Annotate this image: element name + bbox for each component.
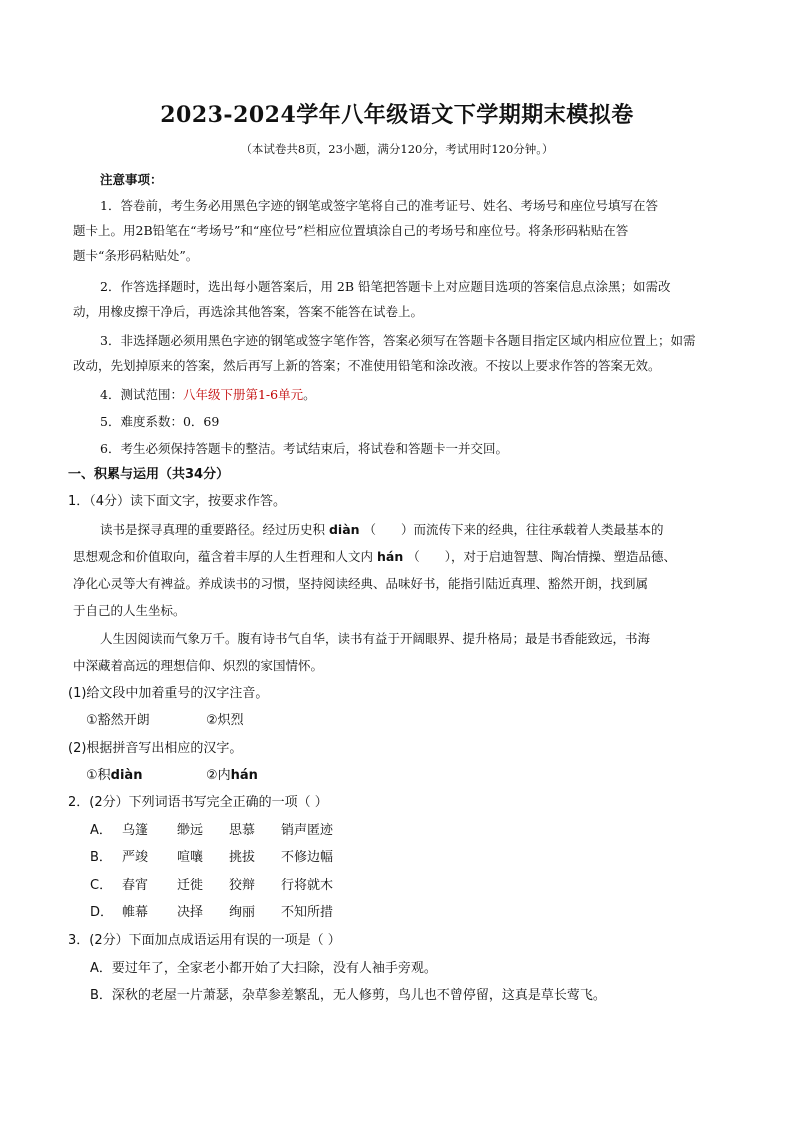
q1-passage2-line-1: 人生因阅读而气象万千。腹有诗书气自华，读书有益于开阔眼界、提升格局；最是书香能致远，书海 xyxy=(100,631,651,646)
q1-passage2-line-2: 中深藏着高远的理想信仰、炽烈的家国情怀。 xyxy=(73,658,324,673)
notice-item-3-line-1: 3．非选择题必须用黑色字迹的钢笔或签字笔作答，答案必须写在答题卡各题目指定区域内相应位置上；如需 xyxy=(100,333,696,348)
option-word: 迁徙 xyxy=(177,878,204,893)
pinyin-dian: diàn xyxy=(328,522,360,537)
option-letter: B． xyxy=(90,850,112,865)
option-word: 缈远 xyxy=(177,823,204,838)
question-2-stem: 2．(2分）下列词语书写完全正确的一项（ ） xyxy=(68,795,328,810)
option-word: 绚丽 xyxy=(229,905,256,920)
q1-text: （ ）而流传下来的经典，往往承载着人类最基本的 xyxy=(359,522,664,537)
q1-sub-2-item-a: ①积 xyxy=(86,768,111,783)
notice-item-5: 5．难度系数：0．69 xyxy=(100,414,220,429)
option-word: 决择 xyxy=(177,905,204,920)
option-letter: D． xyxy=(90,905,114,920)
notice-item-1-line-3: 题卡“条形码粘贴处”。 xyxy=(73,248,199,263)
q1-sub-2-items xyxy=(86,767,258,785)
pinyin-han: hán xyxy=(376,549,404,564)
option-word: 不知所措 xyxy=(281,905,334,920)
q1-sub-1-item-b: ②炽烈 xyxy=(206,713,244,728)
notice-item-2-line-2: 动，用橡皮擦干净后，再选涂其他答案，答案不能答在试卷上。 xyxy=(73,304,424,319)
option-word: 严竣 xyxy=(122,850,149,865)
notice-item-4 xyxy=(100,386,721,404)
question-1-stem: 1．（4分）读下面文字，按要求作答。 xyxy=(68,494,287,509)
question-3-stem: 3．(2分）下面加点成语运用有误的一项是（ ） xyxy=(68,933,341,948)
page-subtitle: （本试卷共8页，23小题，满分120分，考试用时120分钟。） xyxy=(240,142,554,156)
test-range: 八年级下册第1-6单元 xyxy=(182,387,304,402)
page-title: 2023-2024学年八年级语文下学期期末模拟卷 xyxy=(160,102,634,128)
pinyin-dian: diàn xyxy=(110,768,143,783)
option-word: 挑拔 xyxy=(229,850,256,865)
q2-option-a[interactable] xyxy=(90,822,333,840)
section-1-heading: 一、积累与运用（共34分） xyxy=(68,467,230,482)
q2-option-b[interactable] xyxy=(90,849,333,867)
notice-item-4-prefix: 4．测试范围： xyxy=(100,387,183,402)
option-word: 春宵 xyxy=(122,878,149,893)
notice-item-3-line-2: 改动，先划掉原来的答案，然后再写上新的答案；不准使用铅笔和涂改液。不按以上要求作答的答案无效。 xyxy=(73,358,661,373)
q1-text: （ ），对于启迪智慧、陶冶情操、塑造品德、 xyxy=(403,549,676,564)
q1-text: 读书是探寻真理的重要路径。经过历史积 xyxy=(100,522,329,537)
option-word: 销声匿迹 xyxy=(281,823,334,838)
q1-sub-1: (1)给文段中加着重号的汉字注音。 xyxy=(68,686,269,701)
notice-heading: 注意事项： xyxy=(100,172,163,187)
q1-passage-line-1 xyxy=(100,521,721,539)
q1-passage-line-2 xyxy=(73,548,721,566)
option-word: 思慕 xyxy=(229,823,256,838)
option-word: 乌篷 xyxy=(122,823,149,838)
option-word: 行将就木 xyxy=(281,878,334,893)
option-word: 不修边幅 xyxy=(281,850,334,865)
option-letter: C． xyxy=(90,878,113,893)
q2-option-c[interactable] xyxy=(90,877,333,895)
q1-sub-1-items xyxy=(86,712,244,730)
notice-item-1-line-2: 题卡上。用2B铅笔在“考场号”和“座位号”栏相应位置填涂自己的考场号和座位号。将条形码粘贴在答 xyxy=(73,223,629,238)
q1-text: 思想观念和价值取向，蕴含着丰厚的人生哲理和人文内 xyxy=(73,549,377,564)
q3-option-b[interactable]: B．深秋的老屋一片萧瑟，杂草参差繁乱，无人修剪，鸟儿也不曾停留，这真是草长莺飞。 xyxy=(90,988,606,1003)
option-letter: A． xyxy=(90,823,112,838)
notice-item-1-line-1: 1．答卷前，考生务必用黑色字迹的钢笔或签字笔将自己的准考证号、姓名、考场号和座位号填写在答 xyxy=(100,198,658,213)
q1-sub-2: (2)根据拼音写出相应的汉字。 xyxy=(68,741,243,756)
q1-passage-line-3: 净化心灵等大有裨益。养成读书的习惯，坚持阅读经典、品味好书，能指引陆近真理、豁然开朗，找到属 xyxy=(73,576,649,591)
q1-sub-2-item-b: ②内 xyxy=(206,768,231,783)
pinyin-han: hán xyxy=(230,768,258,783)
q2-option-d[interactable] xyxy=(90,904,333,922)
q3-option-a[interactable]: A．要过年了，全家老小都开始了大扫除，没有人袖手旁观。 xyxy=(90,961,437,976)
notice-item-4-suffix: 。 xyxy=(303,387,316,402)
notice-item-6: 6．考生必须保持答题卡的整洁。考试结束后，将试卷和答题卡一并交回。 xyxy=(100,441,508,456)
q1-passage-line-4: 于自己的人生坐标。 xyxy=(73,603,186,618)
option-word: 帷幕 xyxy=(122,905,149,920)
q1-sub-1-item-a: ①豁然开朗 xyxy=(86,713,150,728)
notice-item-2-line-1: 2．作答选择题时，选出每小题答案后，用 2B 铅笔把答题卡上对应题目选项的答案信息点涂黑；如需改 xyxy=(100,279,671,294)
option-word: 喧嚷 xyxy=(177,850,204,865)
option-word: 狡辩 xyxy=(229,878,256,893)
